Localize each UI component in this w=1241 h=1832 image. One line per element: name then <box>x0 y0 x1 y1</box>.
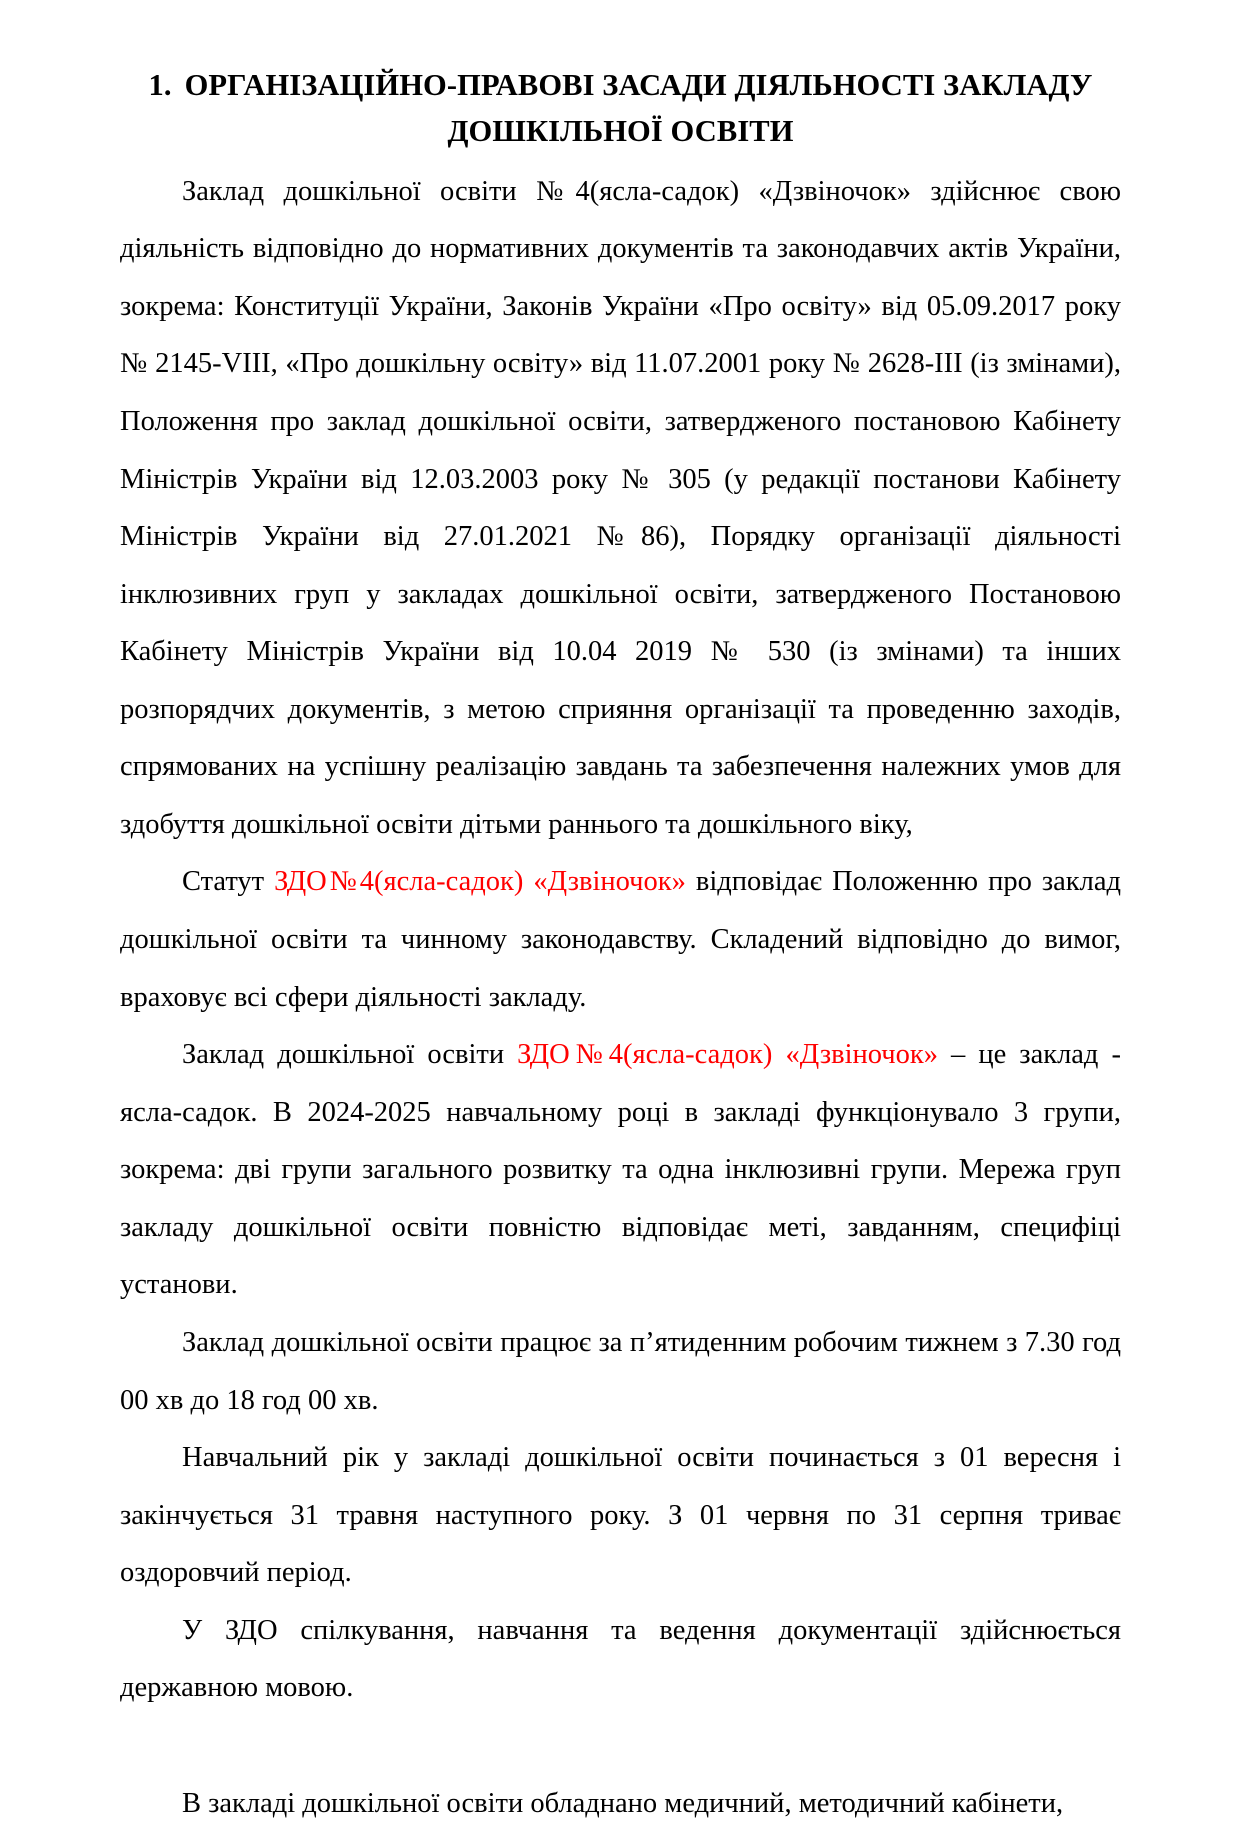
institution-name-highlight: ЗДО№4(ясла-садок) «Дзвіночок» <box>517 1039 938 1071</box>
paragraph-facilities <box>120 1775 1121 1832</box>
page-title <box>120 62 1121 155</box>
paragraph-text: Заклад дошкільної освіти працює за п’ятиденним робочим тижнем з 7.30 год 00 хв до 18 год 00 хв. <box>120 1326 1121 1416</box>
paragraph-text: Заклад дошкільної освіти №4(ясла-садок) «Дзвіночок» здійснює свою діяльність відповідно до нормативних документів та законодавчих актів України, зокрема: Конституції України, Законів України «Про освіту» від 05.09.2017 року № 2145-VIII, «Про дошкільну освіту» від 11.07.2001 року № 2628-III (із змінами), Положення про заклад дошкільної освіти, затвердженого постановою Кабінету Міністрів України від 12.03.2003 року № 305 (у редакції постанови Кабінету Міністрів України від 27.01.2021 №86), Порядку організації діяльності інклюзивних груп у закладах дошкільної освіти, затвердженого Постановою Кабінету Міністрів України від 10.04 2019 № 530 (із змінами) та інших розпорядчих документів, з метою сприяння організації та проведенню заходів, спрямованих на успішну реалізацію завдань та забезпечення належних умов для здобуття дошкільної освіти дітьми раннього та дошкільного віку, <box>120 175 1121 840</box>
paragraph-groups <box>120 1026 1121 1314</box>
paragraph-language <box>120 1602 1121 1717</box>
paragraph-text: Навчальний рік у закладі дошкільної освіти починається з 01 вересня і закінчується 31 травня наступного року. З 01 червня по 31 серпня триває оздоровчий період. <box>120 1442 1121 1589</box>
paragraph-working-hours <box>120 1314 1121 1429</box>
paragraph-text: Статут <box>182 866 275 898</box>
paragraph-text: Заклад дошкільної освіти <box>182 1039 518 1071</box>
heading-line-1: ОРГАНІЗАЦІЙНО-ПРАВОВІ ЗАСАДИ ДІЯЛЬНОСТІ ЗАКЛАДУ <box>184 68 1093 102</box>
paragraph-text: відповідає Положенню про заклад дошкільної освіти та чинному законодавству. Складений відповідно до вимог, враховує всі сфери діяльності закладу. <box>120 866 1121 1013</box>
institution-name-highlight: ЗДО№4(ясла-садок) «Дзвіночок» <box>274 866 686 898</box>
paragraph-text: – це заклад - ясла-садок. В 2024-2025 навчальному році в закладі функціонувало 3 групи, зокрема: дві групи загального розвитку та одна інклюзивні групи. Мережа груп закладу дошкільної освіти повністю відповідає меті, завданням, специфіці установи. <box>120 1039 1121 1301</box>
paragraph-text: В закладі дошкільної освіти обладнано медичний, методичний кабінети, <box>182 1787 1064 1819</box>
paragraph-statute <box>120 853 1121 1026</box>
heading-number: 1. <box>148 68 172 102</box>
paragraph-spacer <box>120 1717 1121 1775</box>
paragraph-legal-basis <box>120 163 1121 854</box>
heading-line-2: ДОШКІЛЬНОЇ ОСВІТИ <box>447 114 794 149</box>
paragraph-text: У ЗДО спілкування, навчання та ведення документації здійснюється державною мовою. <box>120 1614 1121 1704</box>
paragraph-school-year <box>120 1429 1121 1602</box>
